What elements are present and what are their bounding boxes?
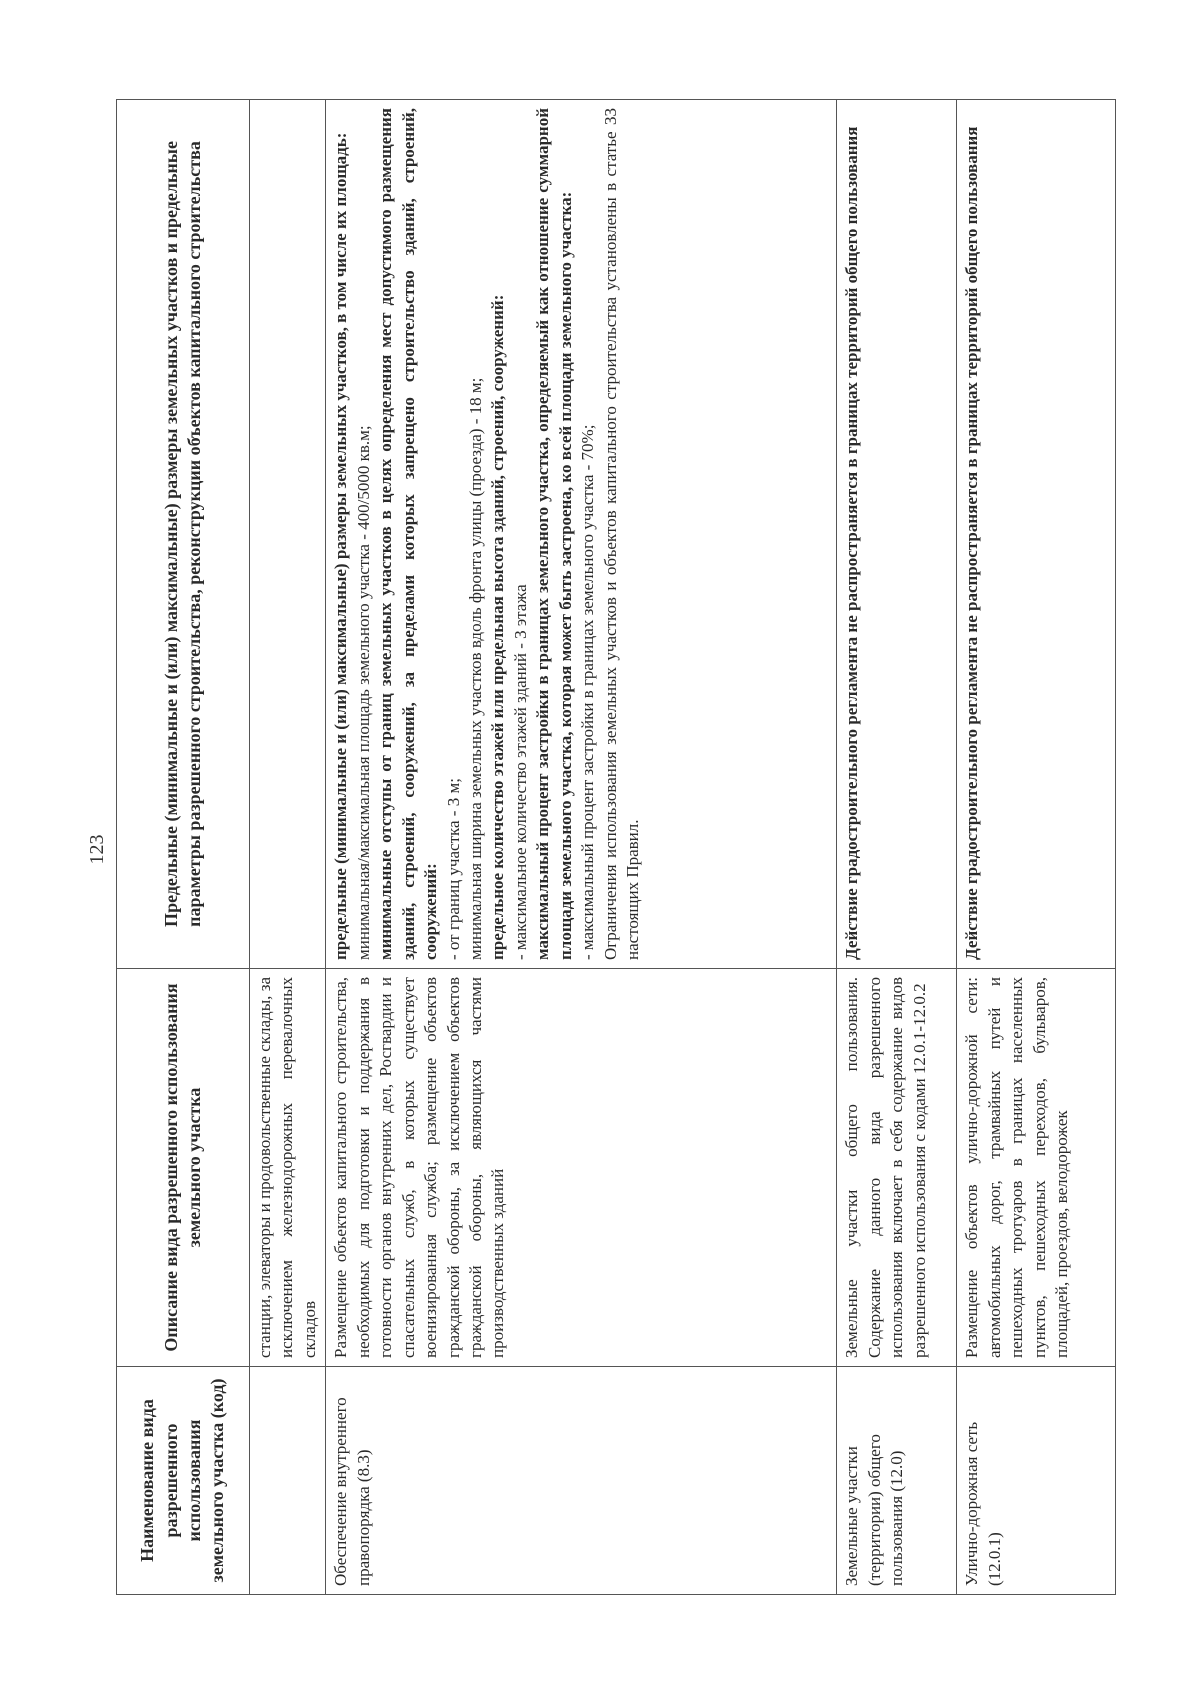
row-name: Земельные участки (территории) общего пользования (12.0)	[837, 1367, 957, 1595]
param-line: Действие градостроительного регламента не распространяется в границах территорий общего пользования	[962, 126, 982, 960]
param-line: максимальный процент застройки в границах земельного участка, определяемый как отношение суммарной площади земельного участка, которая может быть застроена, ко всей площади земельного участка:	[533, 108, 575, 960]
param-line: Действие градостроительного регламента не распространяется в границах территорий общего пользования	[842, 126, 862, 960]
row-description: Земельные участки общего пользования. Содержание данного вида разрешенного использования включает в себя содержание видов разрешенного использования с кодами 12.0.1-12.0.2	[837, 969, 957, 1367]
row-params	[837, 100, 957, 969]
param-line: - максимальное количество этажей зданий - 3 этажа	[510, 584, 530, 960]
table-row	[957, 100, 1116, 1595]
table-row	[250, 100, 326, 1595]
row-description: Размещение объектов капитального строительства, необходимых для подготовки и поддержания в готовности органов внутренних дел, Росгвардии и спасательных служб, в которых существует военизированная служба; размещение объектов гражданской обороны, за исключением объектов гражданской обороны, являющихся частями производственных зданий	[326, 969, 837, 1367]
param-line: минимальная/максимальная площадь земельного участка - 400/5000 кв.м;	[353, 425, 373, 960]
param-line: минимальные отступы от границ земельных участков в целях определения мест допустимого размещения зданий, строений, сооружений, за пределами которых запрещено строительство зданий, строений, сооружений:	[376, 108, 441, 960]
param-line: Ограничения использования земельных участков и объектов капитального строительства установлены в статье 33 настоящих Правил.	[600, 108, 642, 960]
row-name: Улично-дорожная сеть (12.0.1)	[957, 1367, 1116, 1595]
row-name	[250, 1367, 326, 1595]
param-line: предельное количество этажей или предельная высота зданий, строений, сооружений:	[488, 294, 508, 960]
table-row	[837, 100, 957, 1595]
page-number: 123	[86, 834, 108, 865]
row-description: Размещение объектов улично-дорожной сети: автомобильных дорог, трамвайных путей и пешеходных тротуаров в границах населенных пунктов, пешеходных переходов, бульваров, площадей, проездов, велодорожек	[957, 969, 1116, 1367]
row-name: Обеспечение внутреннего правопорядка (8.3)	[326, 1367, 837, 1595]
table-row	[326, 100, 837, 1595]
row-params	[326, 100, 837, 969]
table-header-row	[117, 100, 250, 1595]
zoning-table	[116, 99, 1116, 1595]
row-params	[957, 100, 1116, 969]
row-description: станции, элеваторы и продовольственные склады, за исключением железнодорожных перевалочных складов	[250, 969, 326, 1367]
header-name: Наименование вида разрешенного использования земельного участка (код)	[117, 1367, 250, 1595]
param-line: - от границ участка - 3 м;	[443, 778, 463, 960]
header-description: Описание вида разрешенного использования земельного участка	[117, 969, 250, 1367]
row-params	[250, 100, 326, 969]
param-line: минимальная ширина земельных участков вдоль фронта улицы (проезда) - 18 м;	[465, 377, 485, 960]
header-params: Предельные (минимальные и (или) максимальные) размеры земельных участков и предельные параметры разрешенного строительства, реконструкции объектов капитального строительства	[117, 100, 250, 969]
param-line: - максимальный процент застройки в границах земельного участка - 70%;	[578, 424, 598, 960]
param-line: предельные (минимальные и (или) максимальные) размеры земельных участков, в том числе их площадь:	[331, 132, 351, 960]
